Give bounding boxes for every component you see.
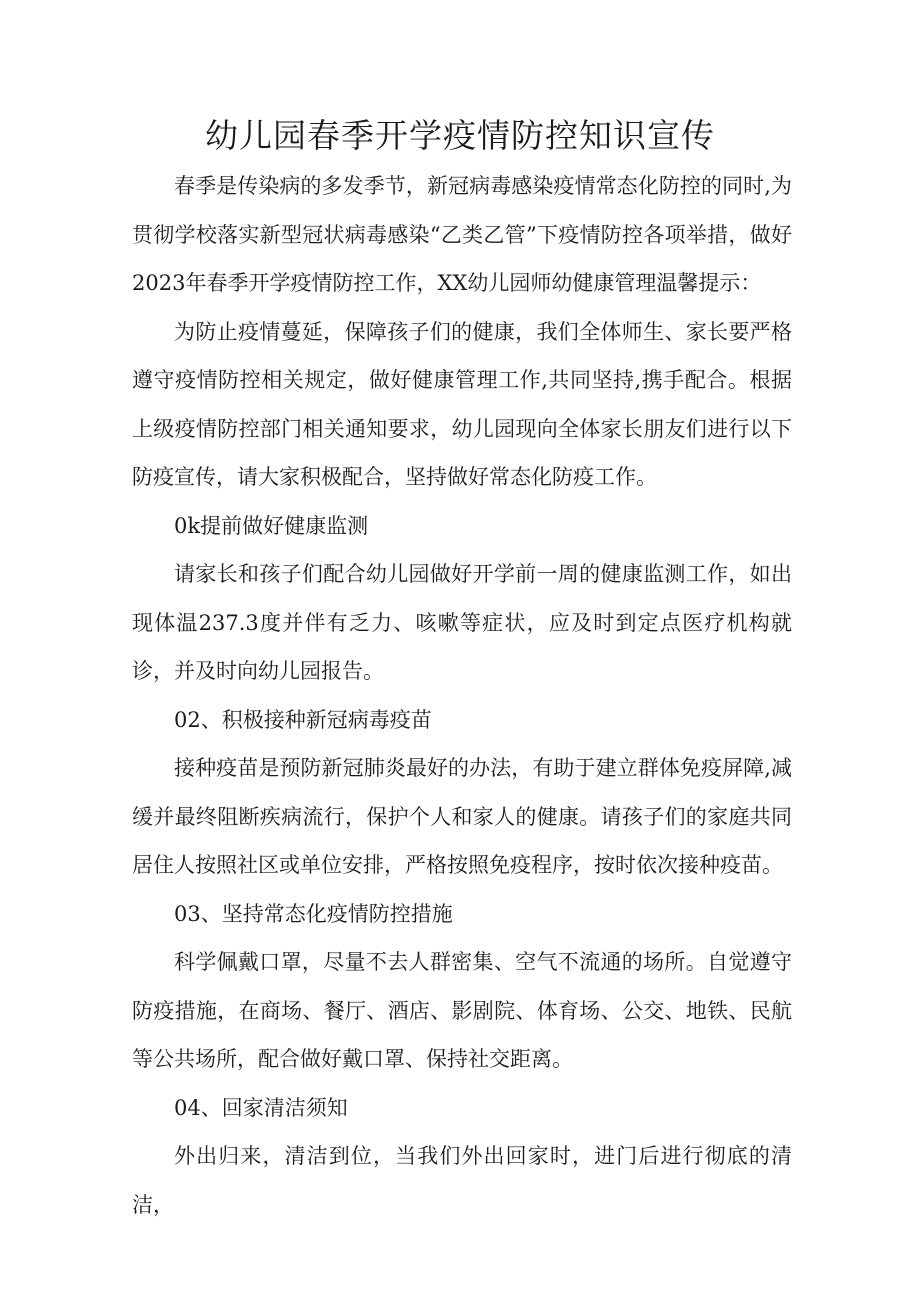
section-text-vaccination: 接种疫苗是预防新冠肺炎最好的办法，有助于建立群体免疫屏障,减缓并最终阻断疾病流行，保护个人和家人的健康。请孩子们的家庭共同居住人按照社区或单位安排，严格按照免疫程序，按时依次接种疫苗。 [132, 756, 792, 877]
section-heading-health-monitoring: 0k提前做好健康监测 [174, 513, 369, 538]
intro-paragraph: 春季是传染病的多发季节，新冠病毒感染疫情常态化防控的同时,为贯彻学校落实新型冠状病毒感染“乙类乙管”下疫情防控各项举措，做好2023年春季开学疫情防控工作，XX幼儿园师幼健康管理温馨提示： [132, 174, 792, 295]
section-heading-home-cleaning: 04、回家清洁须知 [174, 1095, 348, 1120]
section-heading-prevention-measures: 03、坚持常态化疫情防控措施 [174, 901, 453, 926]
document-body [132, 162, 792, 1229]
section-heading-vaccination: 02、积极接种新冠病毒疫苗 [174, 707, 432, 732]
notice-paragraph: 为防止疫情蔓延，保障孩子们的健康，我们全体师生、家长要严格遵守疫情防控相关规定，做好健康管理工作,共同坚持,携手配合。根据上级疫情防控部门相关通知要求，幼儿园现向全体家长朋友们进行以下防疫宣传，请大家积极配合，坚持做好常态化防疫工作。 [132, 319, 792, 489]
section-text-home-cleaning: 外出归来，清洁到位，当我们外出回家时，进门后进行彻底的清洁， [132, 1144, 792, 1217]
section-text-prevention-measures: 科学佩戴口罩，尽量不去人群密集、空气不流通的场所。自觉遵守防疫措施，在商场、餐厅、酒店、影剧院、体育场、公交、地铁、民航等公共场所，配合做好戴口罩、保持社交距离。 [132, 950, 792, 1071]
document-title: 幼儿园春季开学疫情防控知识宣传 [205, 116, 715, 155]
section-text-health-monitoring: 请家长和孩子们配合幼儿园做好开学前一周的健康监测工作，如出现体温237.3度并伴有乏力、咳嗽等症状，应及时到定点医疗机构就诊，并及时向幼儿园报告。 [132, 562, 792, 683]
